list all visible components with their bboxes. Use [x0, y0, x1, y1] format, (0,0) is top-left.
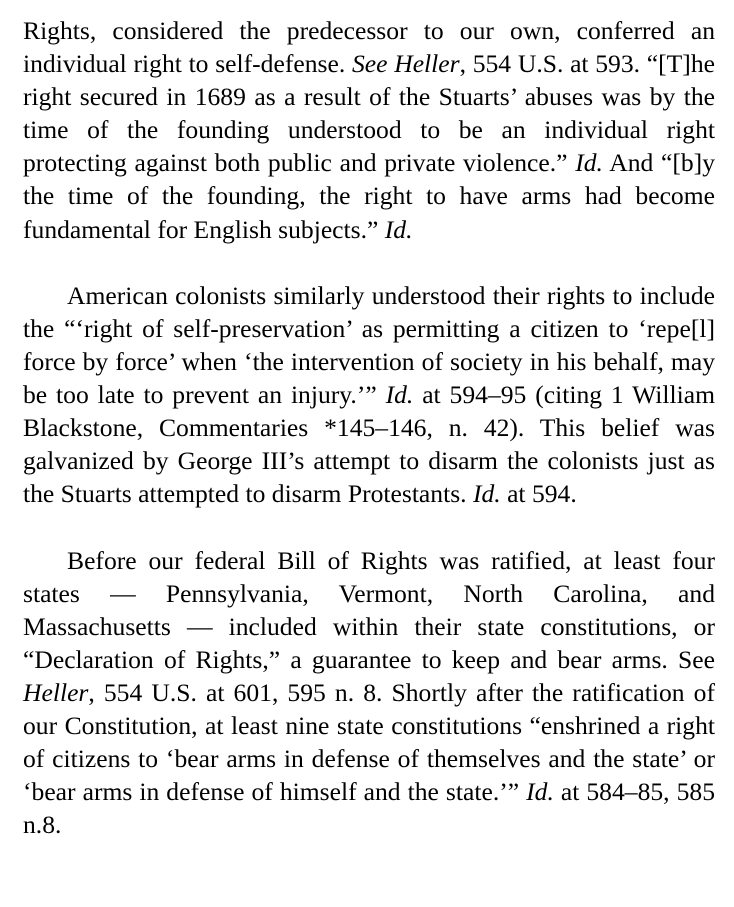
citation-italic: Id. — [384, 214, 413, 244]
citation-italic: Id. — [526, 777, 554, 807]
text-run: , 554 U.S. at 601, 595 n. 8. Shortly after the ratification of our Constitution, at least nine state constitutions “enshrined a right of citizens to ‘bear arms in defense of themselves and the state’ or ‘bear arms in defense of himself and the state.’” — [23, 677, 715, 807]
text-run: at 594–95 (citing 1 William Blackstone, Commentaries *145–146, n. 42). This belief was galvanized by George III’s attempt to disarm the colonists just as the Stuarts attempted to disarm Protestants. — [23, 380, 715, 509]
text-run: at 584–85, 585 n.8. — [23, 777, 715, 840]
citation-italic: See Heller — [351, 49, 460, 79]
text-run: at 594. — [500, 479, 577, 509]
citation-italic: Id. — [472, 479, 501, 509]
citation-italic: Id. — [575, 148, 603, 178]
text-run: American colonists similarly understood their rights to include the “‘right of self-preservation’ as permitting a citizen to ‘repe[l] force by force’ when ‘the intervention of society in his behalf, may be too late to prevent an injury.’” — [23, 280, 715, 410]
paragraph — [23, 14, 715, 246]
citation-italic: Id. — [385, 380, 414, 410]
text-run: , 554 U.S. at 593. “[T]he right secured in 1689 as a result of the Stuarts’ abuses was by the time of the founding understood to be an individual right protecting against both public and private violence.” — [23, 49, 715, 178]
text-run: And “[b]y the time of the founding, the right to have arms had become fundamental for English subjects.” — [23, 148, 715, 244]
text-run: Rights, considered the predecessor to our own, conferred an individual right to self-defense. — [23, 16, 715, 79]
paragraph — [23, 279, 715, 511]
text-run: Before our federal Bill of Rights was ratified, at least four states — Pennsylvania, Vermont, North Carolina, and Massachusetts — included within their state constitutions, or “Declaration of Rights,” a guarantee to keep and bear arms. See — [23, 545, 715, 674]
citation-italic: Heller — [23, 677, 89, 707]
paragraph — [23, 544, 715, 842]
document-page — [23, 14, 715, 841]
